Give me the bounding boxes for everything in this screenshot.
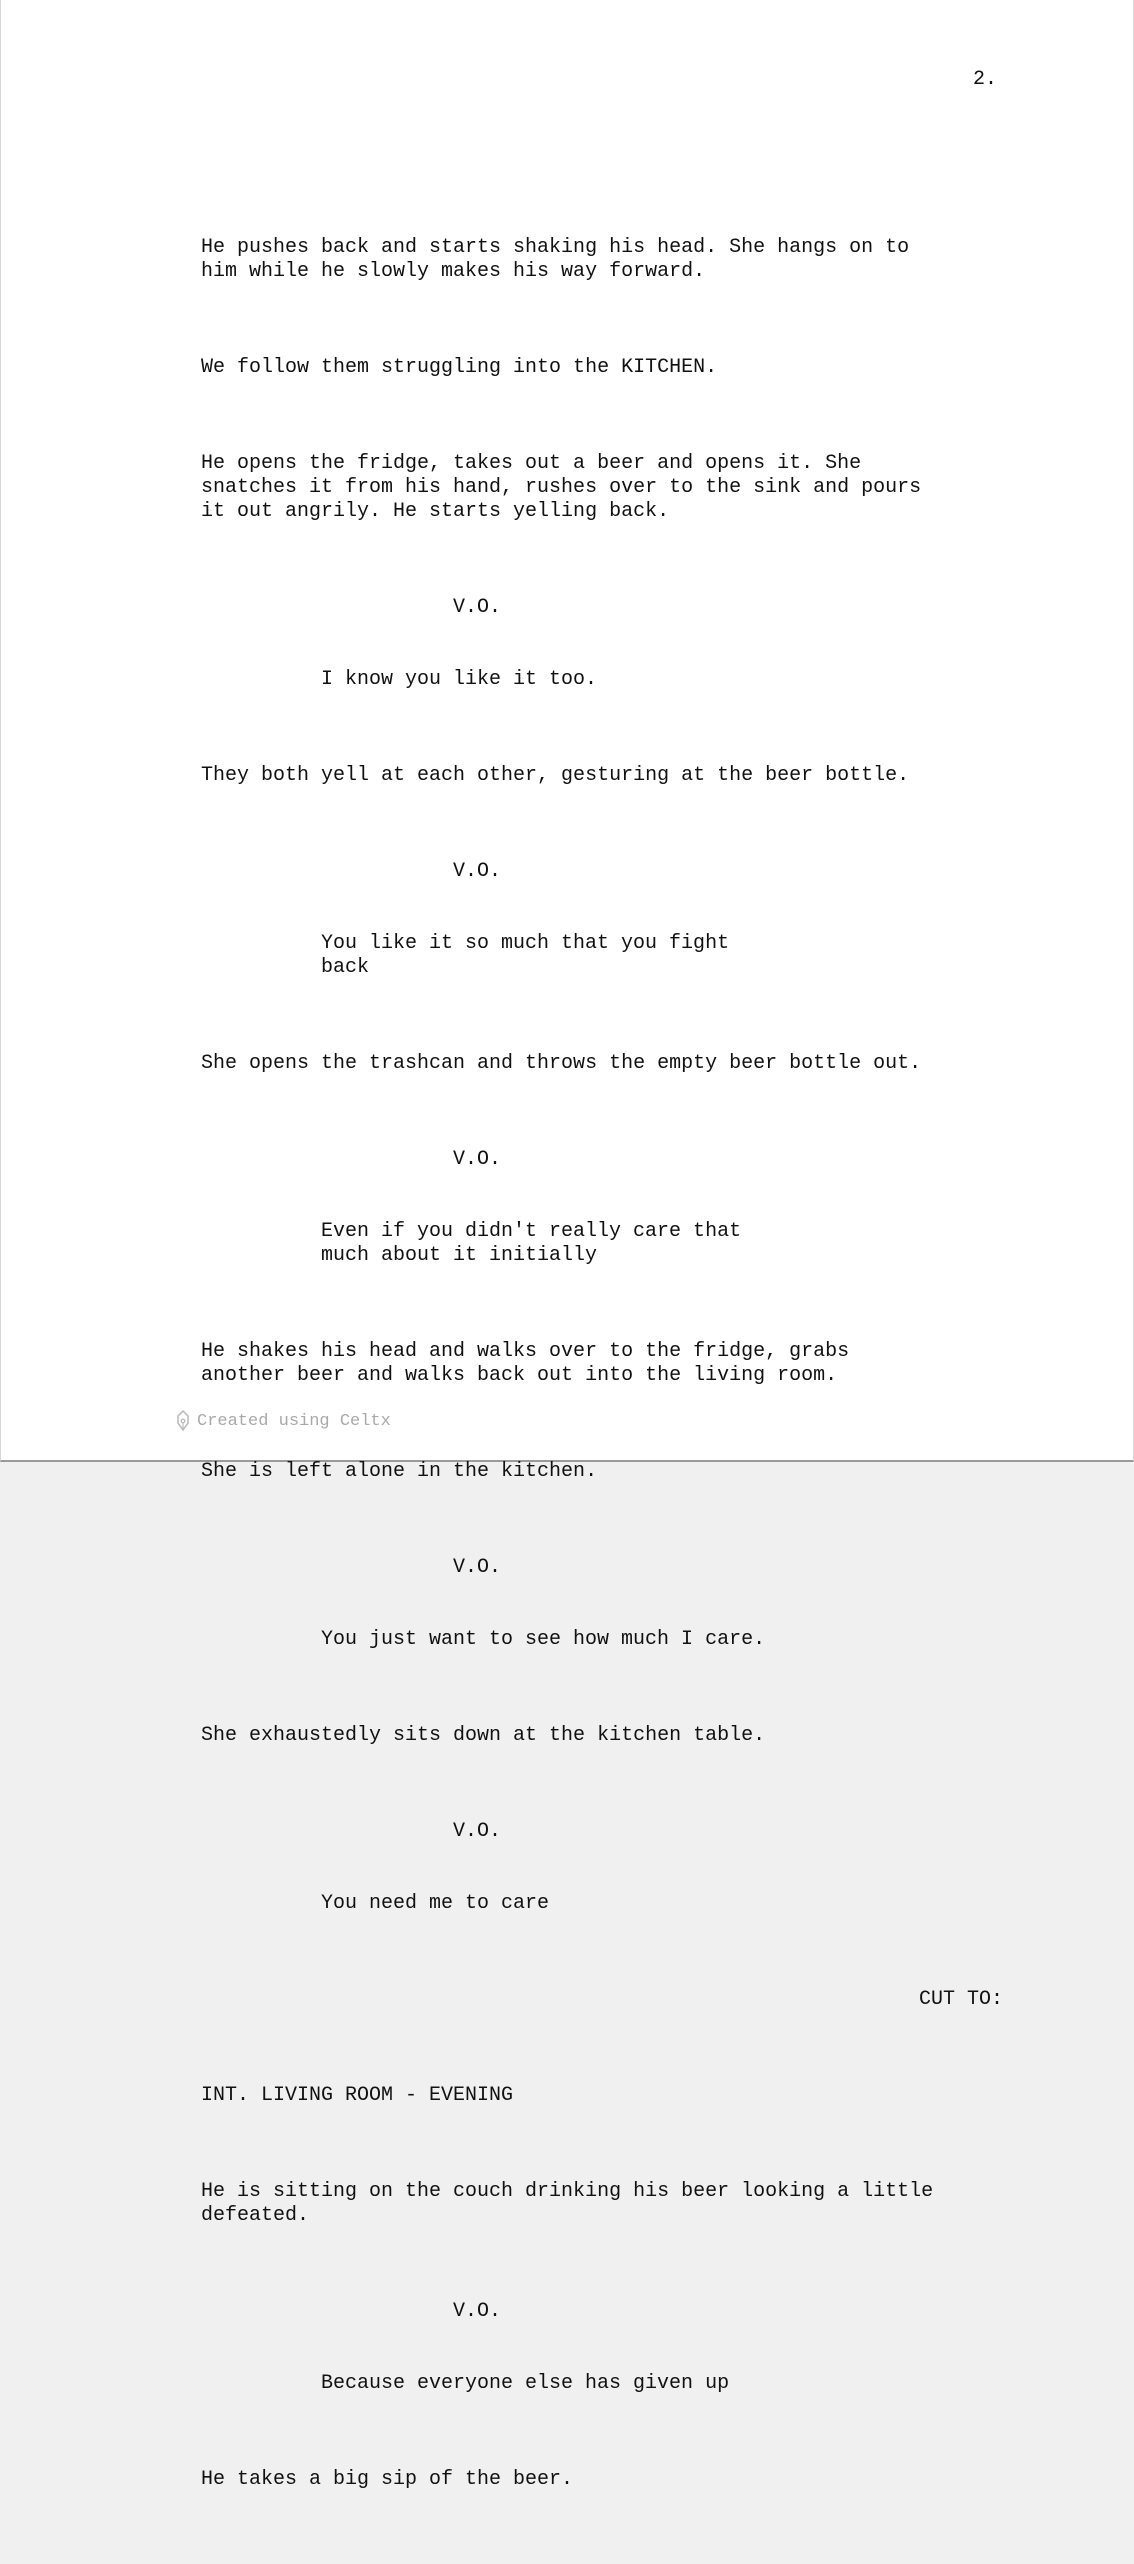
action-line: He takes a big sip of the beer.: [201, 2468, 574, 2491]
scene-heading: INT. LIVING ROOM - EVENING: [201, 2084, 514, 2107]
transition-line: CUT TO:: [919, 1988, 1004, 2011]
dialogue-line: You like it so much that you fight back: [321, 932, 730, 979]
action-line: He is sitting on the couch drinking his beer looking a little defeated.: [201, 2180, 934, 2227]
dialogue-line: Because everyone else has given up: [321, 2372, 730, 2395]
character-cue: V.O.: [453, 1148, 502, 1171]
action-line: They both yell at each other, gesturing at the beer bottle.: [201, 764, 910, 787]
character-cue: V.O.: [453, 2300, 502, 2323]
character-cue: V.O.: [453, 1820, 502, 1843]
action-line: He opens the fridge, takes out a beer and opens it. She snatches it from his hand, rushes over to the sink and pours it out angrily. He starts yelling back.: [201, 452, 922, 523]
character-cue: V.O.: [453, 1556, 502, 1579]
action-line: He pushes back and starts shaking his head. She hangs on to him while he slowly makes his way forward.: [201, 236, 910, 283]
action-line: We follow them struggling into the KITCHEN.: [201, 356, 718, 379]
character-cue: V.O.: [453, 596, 502, 619]
dialogue-line: Even if you didn't really care that much about it initially: [321, 1220, 742, 1267]
dialogue-line: You need me to care: [321, 1892, 550, 1915]
footer-text: Created using Celtx: [197, 1411, 391, 1431]
action-line: She exhaustedly sits down at the kitchen table.: [201, 1724, 766, 1747]
pen-nib-icon: [175, 1410, 191, 1432]
page-number: 2.: [973, 68, 998, 91]
celtx-footer: [175, 1410, 391, 1432]
dialogue-line: I know you like it too.: [321, 668, 598, 691]
dialogue-line: You just want to see how much I care.: [321, 1628, 766, 1651]
action-line: She opens the trashcan and throws the empty beer bottle out.: [201, 1052, 922, 1075]
action-line: She is left alone in the kitchen.: [201, 1460, 598, 1483]
script-body: [201, 188, 1021, 2564]
action-line: He shakes his head and walks over to the fridge, grabs another beer and walks back out into the living room.: [201, 1340, 850, 1387]
character-cue: V.O.: [453, 860, 502, 883]
